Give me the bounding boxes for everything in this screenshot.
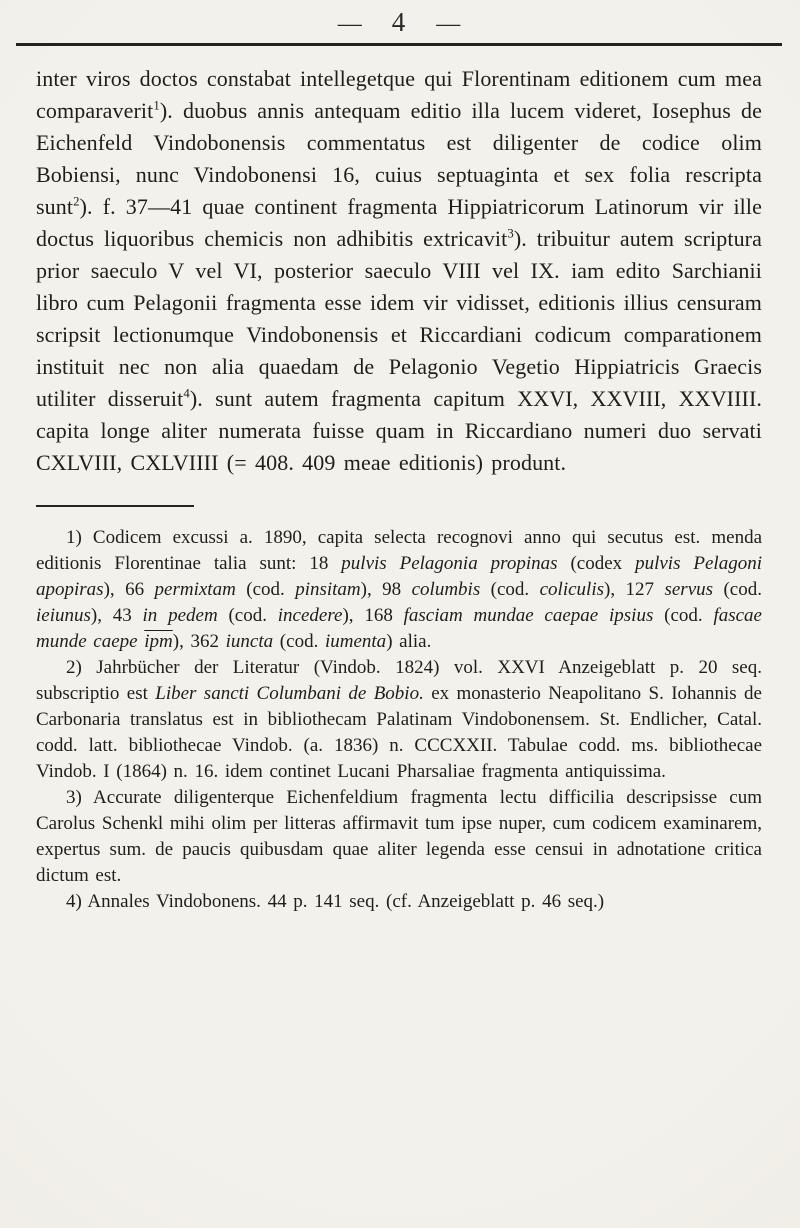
footnote-3: 3) Accurate diligenterque Eichenfeldium fragmenta lectu difficilia descripsisse cum Carolus Schenkl mihi olim per litteras affirmavit tum ipse nuper, cum codicem examinarem, expertus sum. de paucis quibusdam quae aliter legenda esse censui in adnotatione critica dictum est. <box>36 786 762 886</box>
page-header <box>36 8 762 38</box>
footnotes-section <box>36 525 762 915</box>
footnote-1: 1) Codicem excussi a. 1890, capita selecta recognovi anno qui secutus est. menda editionis Florentinae talia sunt: 18 pulvis Pelagonia propinas (codex pulvis Pelagoni apopiras), 66 permixtam (cod. pinsitam), 98 columbis (cod. coliculis), 127 servus (cod. ieiunus), 43 in pedem (cod. incedere), 168 fasciam mundae caepae ipsius (cod. fascae munde caepe $\overline{ipm}$), 362 iuncta (cod. iumenta) alia. <box>36 526 762 652</box>
header-rule <box>16 43 782 46</box>
footnote-4: 4) Annales Vindobonens. 44 p. 141 seq. (cf. Anzeigeblatt p. 46 seq.) <box>66 890 605 912</box>
footnote-2: 2) Jahrbücher der Literatur (Vindob. 1824) vol. XXVI Anzeigeblatt p. 20 seq. subscriptio est Liber sancti Columbani de Bobio. ex monasterio Neapolitano S. Iohannis de Carbonaria translatus est in bibliothecam Palatinam Vindobonensem. St. Endlicher, Catal. codd. latt. bibliothecae Vindob. (a. 1836) n. CCCXXII. Tabulae codd. ms. bibliothecae Vindob. I (1864) n. 16. idem continet Lucani Pharsaliae fragmenta antiquissima. <box>36 656 762 782</box>
main-paragraph: inter viros doctos constabat intellegetque qui Florentinam editionem cum mea comparaverit$^1$). duobus annis antequam editio illa lucem videret, Iosephus de Eichenfeld Vindobonensis commentatus est diligenter de codice olim Bobiensi, nunc Vindobonensi 16, cuius septuaginta et sex folia rescripta sunt$^2$). f. 37—41 quae continent fragmenta Hippiatricorum Latinorum vir ille doctus liquoribus chemicis non adhibitis extricavit$^3$). tribuitur autem scriptura prior saeculo V vel VI, posterior saeculo VIII vel IX. iam edito Sarchianii libro cum Pelagonii fragmenta esse idem vir vidisset, editionis illius censuram scripsit lectionumque Vindobonensis et Riccardiani codicum comparationem instituit nec non alia quaedam de Pelagonio Vegetio Hippiatricis Graecis utiliter disseruit$^4$). sunt autem fragmenta capitum XXVI, XXVIII, XXVIIII. capita longe aliter numerata fuisse quam in Riccardiano numeri duo servati CXLVIII, CXLVIIII (= 408. 409 meae editionis) produnt. <box>36 65 762 475</box>
footnote-separator <box>36 505 194 507</box>
main-text-block <box>36 63 762 479</box>
page-number: 4 <box>391 7 407 37</box>
header-dash-left: — <box>337 11 362 37</box>
header-dash-right: — <box>436 11 461 37</box>
